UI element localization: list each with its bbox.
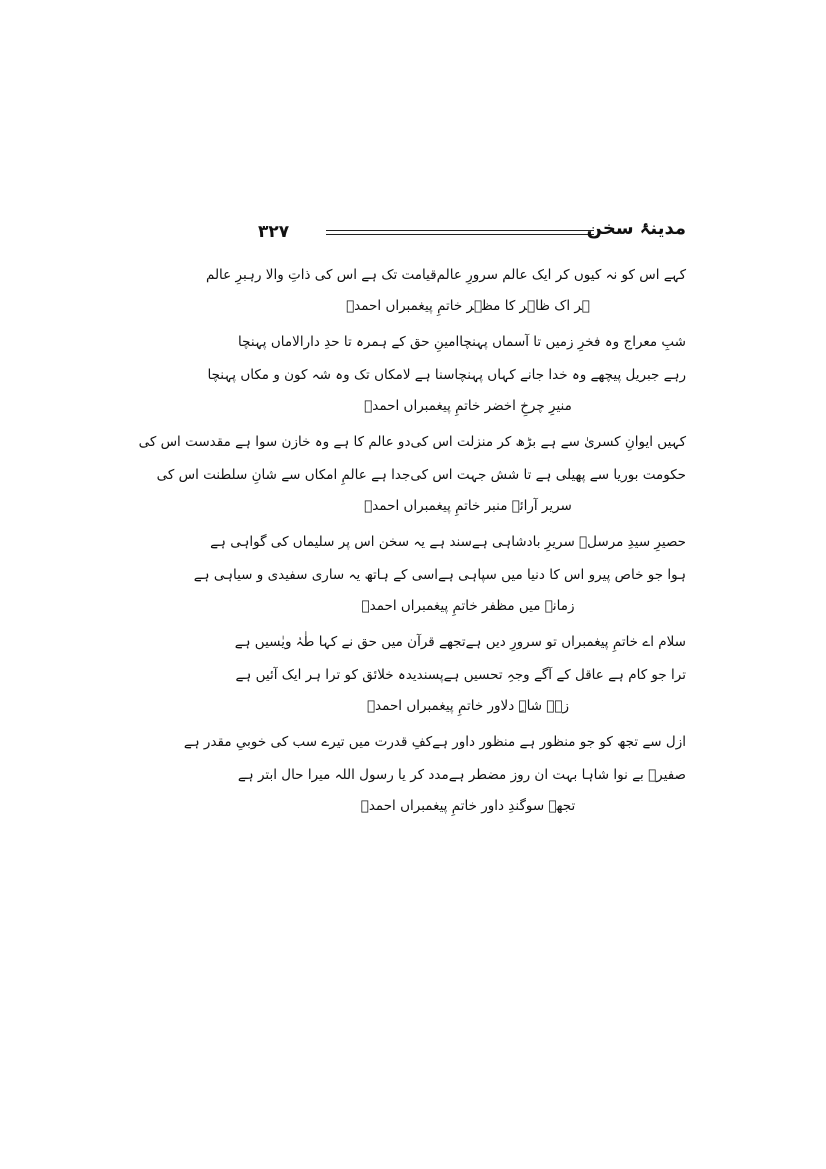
poem-body [138, 258, 686, 823]
refrain-line: سریر آرائے منبر خاتمِ پیغمبراں احمدؐ [364, 498, 572, 514]
refrain-line: ہر اک ظاہر کا مظہر خاتمِ پیغمبراں احمدؐ [346, 298, 590, 314]
couplet [235, 658, 686, 691]
misra-right: ہوا جو خاص پیرو اس کا دنیا میں سپاہی ہے [438, 566, 686, 583]
misra-left: قیامت تک ہے اس کی ذاتِ والا رہبرِ عالم [205, 266, 437, 283]
misra-right: حصیرِ سیدِ مرسلؐ سریرِ بادشاہی ہے [471, 533, 686, 550]
misra-left: سنا ہے لامکاں تک وہ شہ کون و مکاں پہنچا [207, 366, 455, 383]
misra-right: رہے جبریل پیچھے وہ خدا جانے کہاں پہنچا [454, 366, 686, 383]
couplet [238, 325, 686, 358]
couplet [205, 258, 686, 291]
misra-left: سند ہے یہ سخن اس پر سلیماں کی گواہی ہے [210, 533, 472, 550]
refrain-line: زمانے میں مظفر خاتمِ پیغمبراں احمدؐ [361, 598, 575, 614]
refrain-line: زہے شاہِ دلاور خاتمِ پیغمبراں احمدؐ [366, 698, 570, 714]
misra-left: کفِ قدرت میں تیرے سب کی خوبیِ مقدر ہے [183, 733, 433, 750]
misra-right: سلام اے خاتمِ پیغمبراں تو سرورِ دیں ہے [465, 633, 686, 650]
page-header [258, 218, 686, 252]
misra-right: ترا جو کام ہے عاقل کے آگے وجہِ تحسیں ہے [443, 666, 686, 683]
header-rule [326, 230, 594, 235]
couplet [193, 558, 686, 591]
couplet [237, 758, 686, 791]
misra-left: دو عالم کا ہے وہ خازن سوا ہے مقدست اس کی [138, 433, 411, 450]
refrain-line: تجھے سوگندِ داور خاتمِ پیغمبراں احمدؐ [360, 798, 576, 814]
misra-right: ازل سے تجھ کو جو منظور ہے منظور داور ہے [432, 733, 686, 750]
misra-right: کہے اس کو نہ کیوں کر ایک عالم سرورِ عالم [436, 266, 686, 283]
misra-right: شبِ معراج وہ فخرِ زمیں تا آسماں پہنچا [459, 333, 686, 350]
misra-left: مدد کر یا رسول اللہ میرا حال ابتر ہے [237, 766, 449, 783]
couplet [183, 725, 686, 758]
couplet [207, 358, 686, 391]
misra-right: حکومت بوریا سے پھیلی ہے تا شش جہت اس کی [410, 466, 686, 483]
refrain-line: منیرِ چرخِ اخضر خاتمِ پیغمبراں احمدؐ [364, 398, 572, 414]
couplet [210, 525, 686, 558]
misra-right: کہیں ایوانِ کسریٰ سے ہے بڑھ کر منزلت اس کی [410, 433, 686, 450]
couplet [138, 425, 686, 458]
page-number: ۳۲۷ [258, 222, 290, 242]
misra-left: پسندیدہ خلائق کو ترا ہر ایک آئیں ہے [235, 666, 444, 683]
misra-left: امینِ حق کے ہمرہ تا حدِ دارالاماں پہنچا [238, 333, 460, 350]
book-title: مدینۂ سخن [586, 218, 686, 239]
misra-left: تجھے قرآن میں حق نے کہا طٰہٰ ویٰسیں ہے [234, 633, 466, 650]
couplet [156, 458, 686, 491]
misra-left: جدا ہے عالمِ امکاں سے شانِ سلطنت اس کی [156, 466, 411, 483]
couplet [234, 625, 686, 658]
misra-right: صفیرؔ بے نوا شاہا بہت ان روز مضطر ہے [448, 766, 686, 783]
misra-left: اسی کے ہاتھ یہ ساری سفیدی و سیاہی ہے [193, 566, 439, 583]
